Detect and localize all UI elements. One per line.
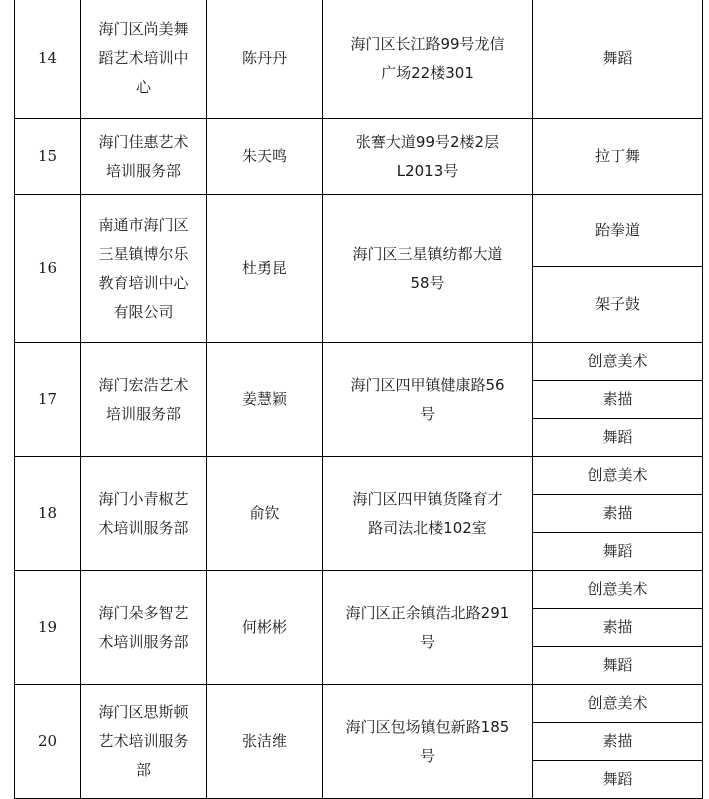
course: 跆拳道 [533,195,703,267]
table-row [15,343,703,381]
course: 素描 [533,495,703,533]
row-number: 14 [15,0,81,119]
course: 拉丁舞 [533,119,703,195]
contact-person: 姜慧颖 [207,343,323,457]
institution-name: 海门区思斯顿 艺术培训服务 部 [81,685,207,799]
course: 舞蹈 [533,761,703,799]
table-row [15,0,703,119]
row-number: 20 [15,685,81,799]
course: 舞蹈 [533,419,703,457]
address: 海门区长江路99号龙信 广场22楼301 [323,0,533,119]
table-row [15,457,703,495]
course: 创意美术 [533,343,703,381]
address: 海门区四甲镇健康路56 号 [323,343,533,457]
table-row [15,195,703,267]
institution-name: 海门小青椒艺 术培训服务部 [81,457,207,571]
course: 创意美术 [533,457,703,495]
table-row [15,685,703,723]
row-number: 15 [15,119,81,195]
institution-name: 海门区尚美舞 蹈艺术培训中 心 [81,0,207,119]
institution-name: 海门宏浩艺术 培训服务部 [81,343,207,457]
institution-name: 海门佳惠艺术 培训服务部 [81,119,207,195]
institution-table [14,0,703,799]
row-number: 17 [15,343,81,457]
row-number: 16 [15,195,81,343]
contact-person: 何彬彬 [207,571,323,685]
institution-name: 南通市海门区 三星镇博尔乐 教育培训中心 有限公司 [81,195,207,343]
address: 海门区四甲镇货隆育才 路司法北楼102室 [323,457,533,571]
course: 素描 [533,609,703,647]
course: 创意美术 [533,685,703,723]
address: 海门区包场镇包新路185 号 [323,685,533,799]
course: 舞蹈 [533,0,703,119]
course: 素描 [533,381,703,419]
course: 素描 [533,723,703,761]
contact-person: 俞钦 [207,457,323,571]
contact-person: 张洁维 [207,685,323,799]
row-number: 19 [15,571,81,685]
contact-person: 杜勇昆 [207,195,323,343]
address: 海门区三星镇纺都大道 58号 [323,195,533,343]
course: 创意美术 [533,571,703,609]
course: 架子鼓 [533,267,703,343]
table-row [15,119,703,195]
course: 舞蹈 [533,647,703,685]
table-row [15,571,703,609]
contact-person: 陈丹丹 [207,0,323,119]
course: 舞蹈 [533,533,703,571]
institution-name: 海门朵多智艺 术培训服务部 [81,571,207,685]
row-number: 18 [15,457,81,571]
contact-person: 朱天鸣 [207,119,323,195]
address: 张謇大道99号2楼2层 L2013号 [323,119,533,195]
address: 海门区正余镇浩北路291 号 [323,571,533,685]
